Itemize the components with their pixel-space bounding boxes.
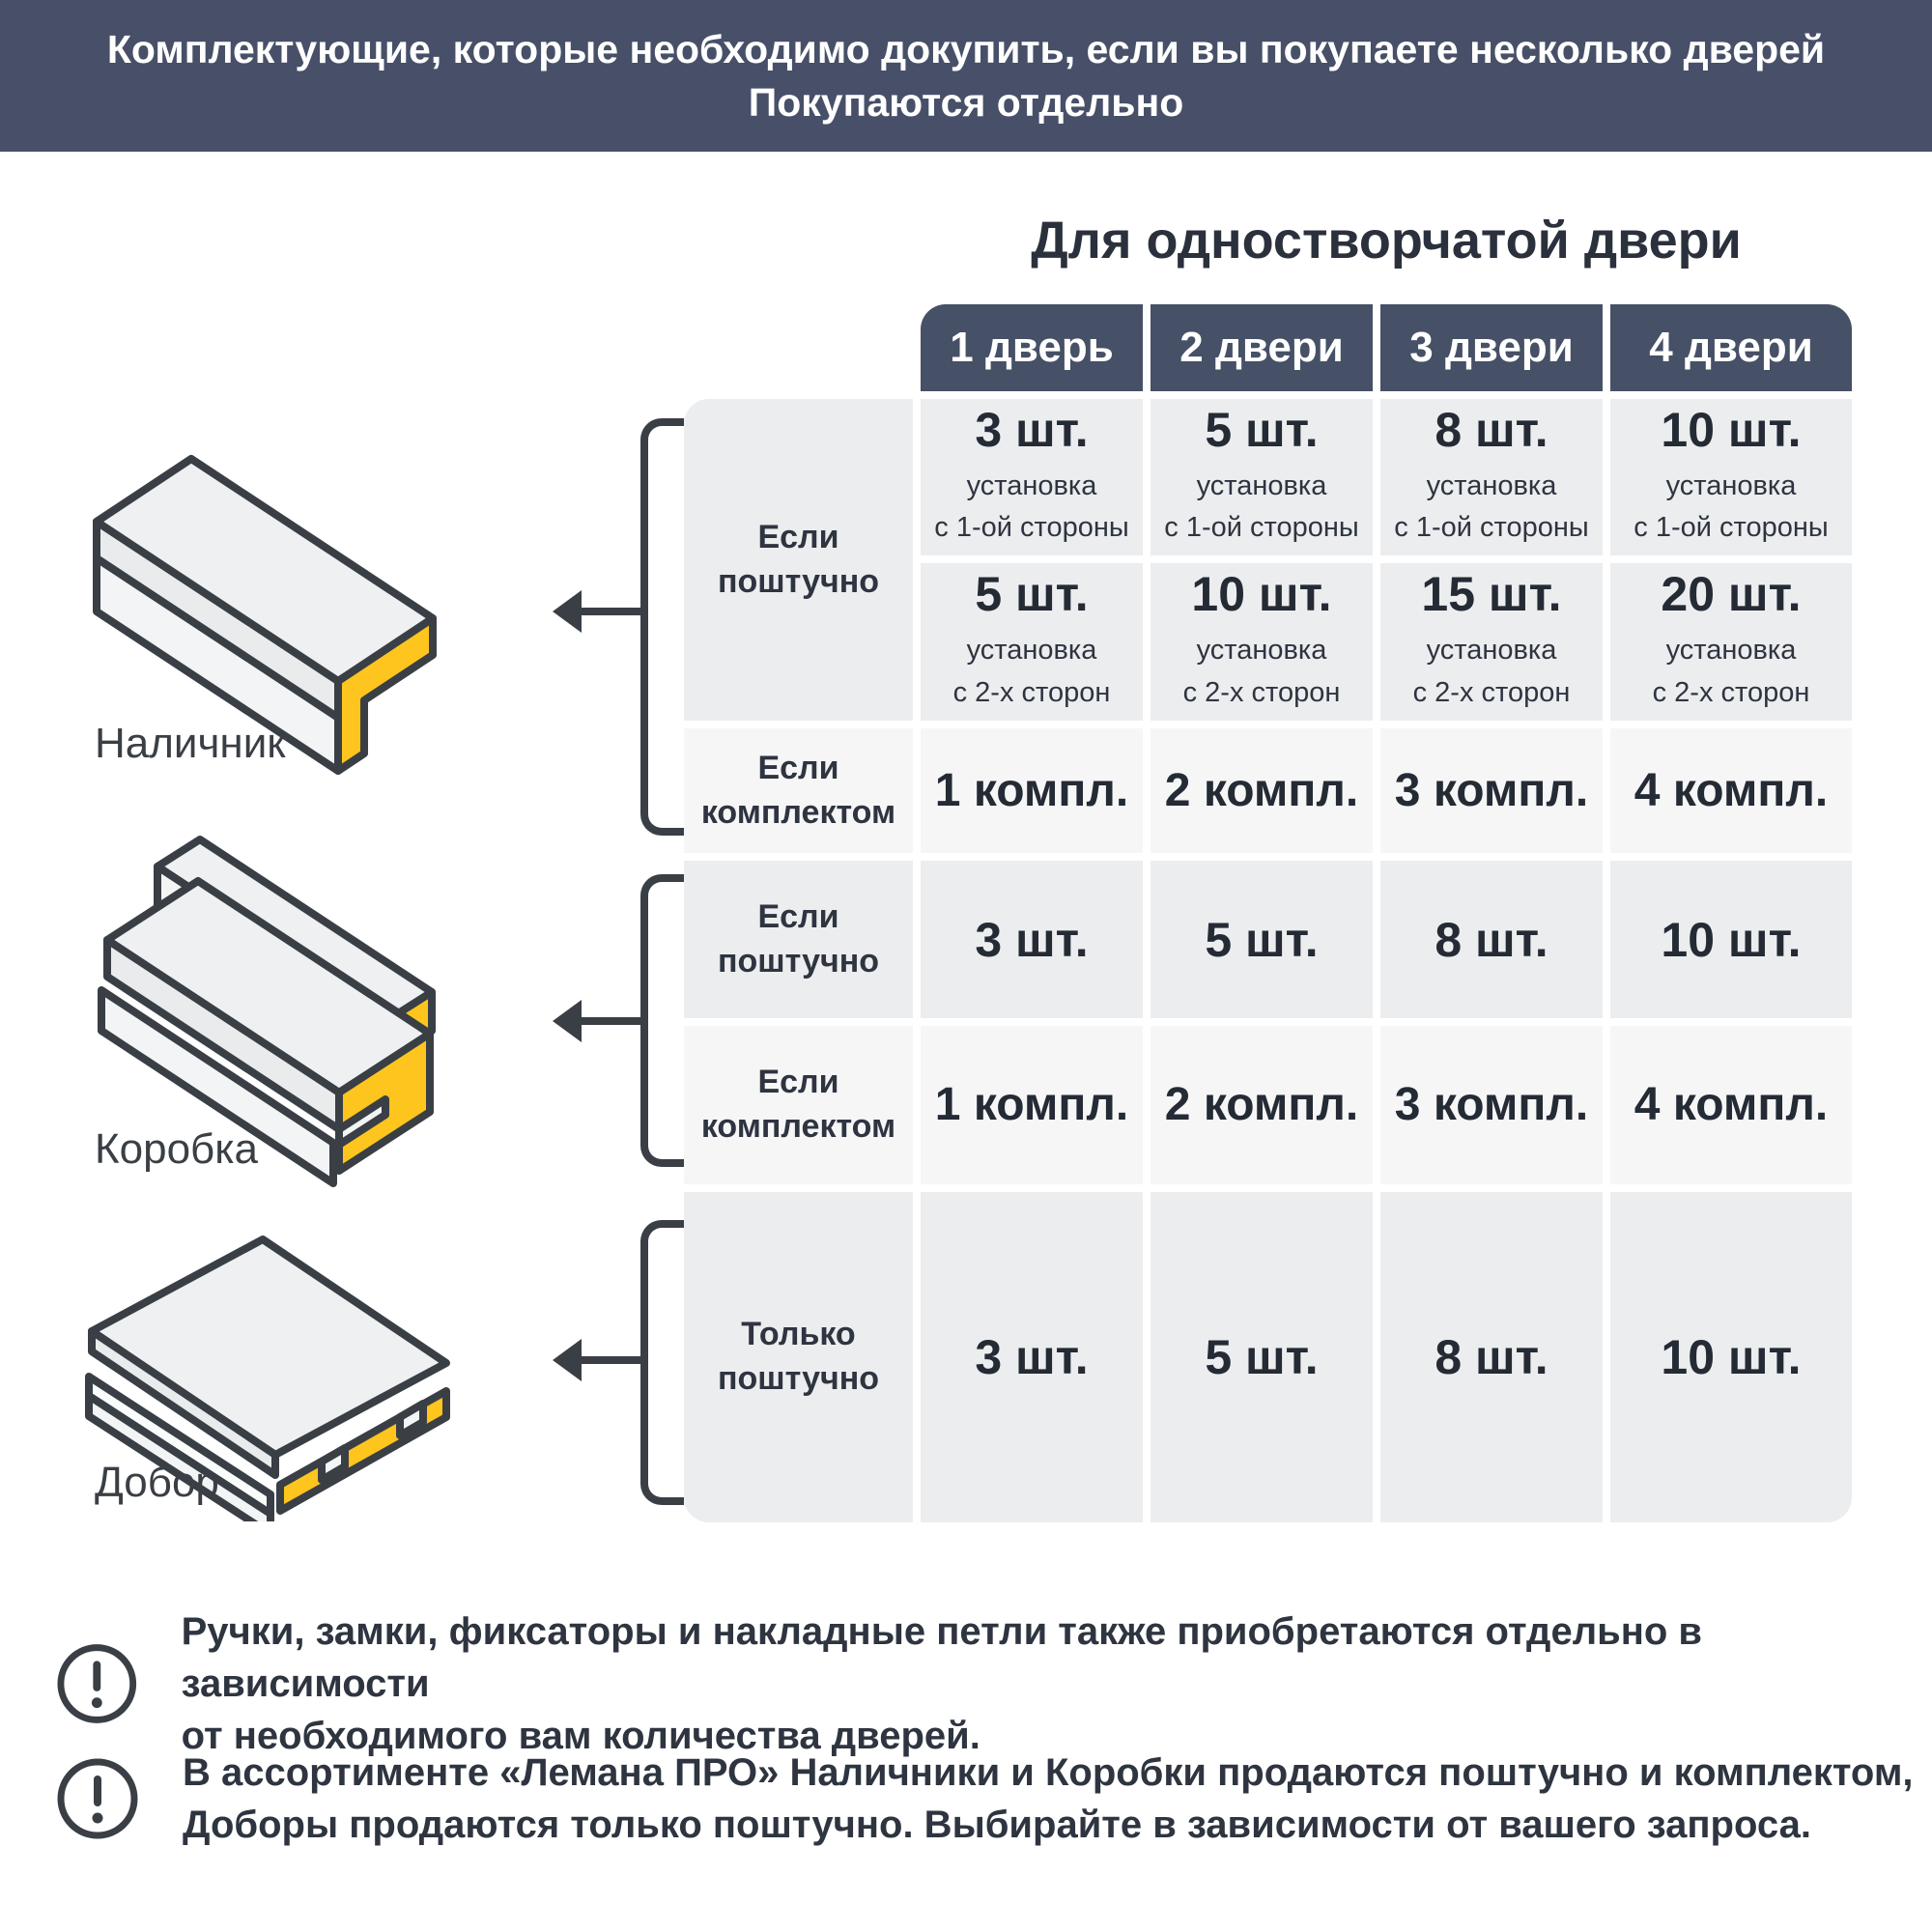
qty-cell xyxy=(1380,728,1603,853)
qty-note: с 1-ой стороны xyxy=(1164,512,1359,543)
qty-value: 5 шт. xyxy=(1205,402,1319,457)
qty-value: 2 компл. xyxy=(1164,764,1359,816)
banner xyxy=(0,0,1932,152)
qty-cell xyxy=(1380,563,1603,721)
qty-note: установка xyxy=(1196,635,1327,666)
qty-value: 1 компл. xyxy=(934,1079,1129,1130)
note-text xyxy=(182,1605,1932,1762)
qty-cell xyxy=(1151,399,1373,555)
qty-cell xyxy=(921,1026,1143,1184)
qty-cell xyxy=(1380,399,1603,555)
qty-cell xyxy=(1380,1026,1603,1184)
qty-value: 4 компл. xyxy=(1634,1079,1829,1130)
qty-cell xyxy=(1610,1026,1852,1184)
item-label-korobka: Коробка xyxy=(95,1125,258,1173)
qty-note: с 2-х сторон xyxy=(1412,676,1571,708)
qty-cell xyxy=(1610,861,1852,1018)
qty-value: 15 шт. xyxy=(1421,567,1562,621)
column-header-1-door: 1 дверь xyxy=(921,304,1143,391)
qty-value: 1 компл. xyxy=(934,764,1129,816)
qty-value: 5 шт. xyxy=(1205,1330,1319,1384)
row-label-dobor-per-piece: Только поштучно xyxy=(684,1192,913,1522)
banner-line-2: Покупаются отдельно xyxy=(748,79,1184,125)
row-label-korobka-per-set: Если комплектом xyxy=(684,1026,913,1184)
note-line: от необходимого вам количества дверей. xyxy=(181,1715,980,1757)
qty-note: установка xyxy=(1426,635,1557,666)
note-line: Доборы продаются только поштучно. Выбирайте в зависимости от вашего запроса. xyxy=(183,1804,1811,1846)
qty-cell xyxy=(1151,1026,1373,1184)
item-label-nalichnik: Наличник xyxy=(95,720,286,767)
banner-line-1: Комплектующие, которые необходимо докупить, если вы покупаете несколько дверей xyxy=(106,26,1826,71)
components-table xyxy=(684,304,1852,1522)
note-assortment xyxy=(56,1747,1914,1851)
qty-note: с 2-х сторон xyxy=(1652,676,1810,708)
note-line: В ассортименте «Лемана ПРО» Наличники и Коробки продаются поштучно и комплектом, xyxy=(183,1751,1914,1794)
qty-value: 3 шт. xyxy=(975,912,1089,967)
qty-value: 8 шт. xyxy=(1435,1330,1548,1384)
column-header-3-doors: 3 двери xyxy=(1380,304,1603,391)
note-text xyxy=(183,1747,1914,1851)
column-header-2-doors: 2 двери xyxy=(1151,304,1373,391)
qty-cell xyxy=(1610,399,1852,555)
qty-cell xyxy=(1151,728,1373,853)
qty-cell xyxy=(1151,861,1373,1018)
qty-value: 5 шт. xyxy=(1205,912,1319,967)
qty-cell xyxy=(1610,728,1852,853)
table-title: Для одностворчатой двери xyxy=(1031,212,1742,270)
bracket-nalichnik xyxy=(640,418,684,836)
arrow-left-icon xyxy=(549,994,645,1048)
item-label-dobor: Добор xyxy=(95,1459,219,1506)
qty-note: установка xyxy=(1665,469,1797,501)
bracket-dobor xyxy=(640,1220,684,1505)
row-label-nalichnik-per-set: Если комплектом xyxy=(684,728,913,853)
qty-cell xyxy=(921,563,1143,721)
qty-note: с 1-ой стороны xyxy=(934,512,1129,543)
row-label-korobka-per-piece: Если поштучно xyxy=(684,861,913,1018)
qty-note: с 2-х сторон xyxy=(952,676,1111,708)
qty-cell xyxy=(1610,563,1852,721)
arrow-left-icon xyxy=(549,584,645,639)
qty-value: 8 шт. xyxy=(1435,402,1548,457)
column-header-4-doors: 4 двери xyxy=(1610,304,1852,391)
qty-cell xyxy=(1610,1192,1852,1522)
exclamation-icon xyxy=(56,1642,138,1725)
qty-value: 10 шт. xyxy=(1661,1330,1802,1384)
note-line: Ручки, замки, фиксаторы и накладные петли также приобретаются отдельно в зависимости xyxy=(181,1610,1702,1705)
qty-cell xyxy=(921,861,1143,1018)
qty-cell xyxy=(1151,563,1373,721)
qty-value: 20 шт. xyxy=(1661,567,1802,621)
exclamation-icon xyxy=(56,1757,139,1840)
qty-value: 3 компл. xyxy=(1394,764,1589,816)
qty-note: с 1-ой стороны xyxy=(1394,512,1589,543)
qty-cell xyxy=(921,399,1143,555)
qty-note: установка xyxy=(1426,469,1557,501)
qty-cell xyxy=(921,728,1143,853)
qty-note: установка xyxy=(1196,469,1327,501)
qty-value: 10 шт. xyxy=(1661,912,1802,967)
qty-value: 4 компл. xyxy=(1634,764,1829,816)
qty-value: 2 компл. xyxy=(1164,1079,1359,1130)
bracket-korobka xyxy=(640,874,684,1167)
note-hardware xyxy=(56,1605,1932,1762)
row-label-nalichnik-per-piece: Если поштучно xyxy=(684,399,913,721)
qty-value: 10 шт. xyxy=(1661,402,1802,457)
qty-value: 10 шт. xyxy=(1191,567,1332,621)
arrow-left-icon xyxy=(549,1333,645,1387)
qty-cell xyxy=(1151,1192,1373,1522)
qty-cell xyxy=(921,1192,1143,1522)
qty-note: с 2-х сторон xyxy=(1182,676,1341,708)
qty-note: установка xyxy=(966,469,1097,501)
qty-note: установка xyxy=(1665,635,1797,666)
qty-note: установка xyxy=(966,635,1097,666)
qty-cell xyxy=(1380,861,1603,1018)
qty-note: с 1-ой стороны xyxy=(1634,512,1829,543)
qty-value: 3 компл. xyxy=(1394,1079,1589,1130)
qty-value: 3 шт. xyxy=(975,1330,1089,1384)
qty-cell xyxy=(1380,1192,1603,1522)
qty-value: 3 шт. xyxy=(975,402,1089,457)
qty-value: 5 шт. xyxy=(975,567,1089,621)
qty-value: 8 шт. xyxy=(1435,912,1548,967)
